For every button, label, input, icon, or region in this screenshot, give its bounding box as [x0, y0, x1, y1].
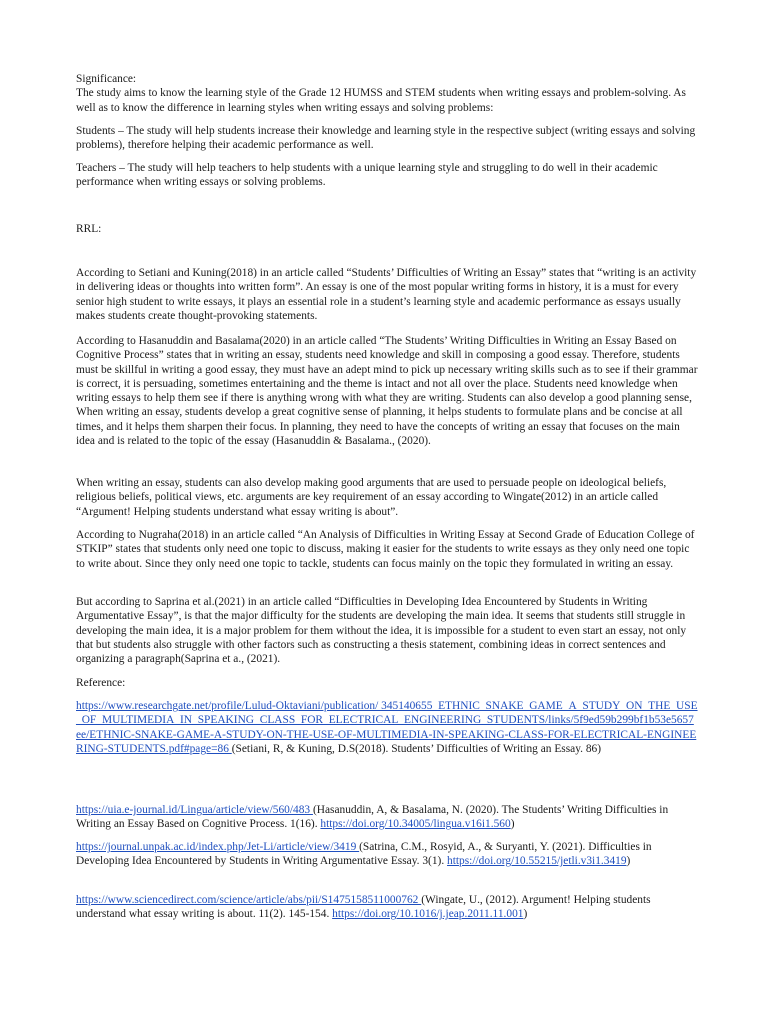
rrl-paragraph-4: [76, 528, 698, 571]
reference-doi-4[interactable]: https://doi.org/10.1016/j.jeap.2011.11.001: [332, 908, 524, 921]
reference-item-4: [76, 893, 698, 922]
reference-link-4[interactable]: https://www.sciencedirect.com/science/article/abs/pii/S1475158511000762: [76, 894, 422, 906]
reference-heading: Reference:: [76, 677, 126, 689]
teachers-text: Teachers – The study will help teachers to help students with a unique learning style and struggling to do well in their academic performance when writing essays or solving problems.: [76, 162, 658, 189]
significance-heading: Significance:: [76, 73, 137, 85]
rrl-heading-block: [76, 222, 698, 236]
rrl-paragraph-2: [76, 334, 698, 448]
reference-doi-2[interactable]: https://doi.org/10.34005/lingua.v16i1.560: [320, 818, 511, 831]
reference-citation-4: (Wingate, U., (2012). Argument! Helping students understand what essay writing is about. 11(2). 145-154.: [76, 894, 651, 921]
rrl-text-5: But according to Saprina et al.(2021) in an article called “Difficulties in Developing Idea Encountered by Students in Writing Argumentative Essay”, is that the major difficulty for the students are developing the main idea. It seems that students still struggle in developing the main idea, it is a major problem for them without the idea, it is impossible for a student to even start an essay, not only that but students also struggle with other factors such as constructing a thesis statement, combining ideas in correct sentences and organizing a paragraph(Saprina et a., (2021).: [76, 596, 687, 666]
rrl-text-2: According to Hasanuddin and Basalama(2020) in an article called “The Students’ Writing Difficulties in Writing an Essay Based on Cognitive Process” states that in writing an essay, students need knowledge and skill in composing a good essay. Therefore, students must be skillful in writing a good essay, they must have an adept mind to pick up necessary writing skills such as to see if their grammar is correct, it is persuading, sometimes entertaining and the theme is intact and not all over the place. Students need knowledge when writing essays to help them see if there is anything wrong with what they are writing. Students can also develop a good planning sense, When writing an essay, students develop a great cognitive sense of planning, it helps students to formulate plans and be concise at all times, and it helps them sharpen their focus. In planning, they need to have the concepts of writing an essay that focuses on the main idea and is related to the topic of the essay (Hasanuddin & Basalama., (2020).: [76, 335, 698, 448]
reference-item-2: [76, 803, 698, 832]
rrl-text-1: According to Setiani and Kuning(2018) in an article called “Students’ Difficulties of Writing an Essay” states that “writing is an activity in delivering ideas or thoughts into written form”. An essay is one of the most popular writing forms in history, it is a must for every senior high student to write essays, it plays an essential role in a student’s learning style and academic performance as essays usually makes students create thought-provoking statements.: [76, 267, 697, 322]
reference-citation-2: (Hasanuddin, A, & Basalama, N. (2020). The Students’ Writing Difficulties in Writing an Essay Based on Cognitive Process. 1(16).: [76, 804, 669, 831]
reference-citation-3: (Satrina, C.M., Rosyid, A., & Suryanti, Y. (2021). Difficulties in Developing Idea Encountered by Students in Writing Argumentative Essay. 3(1).: [76, 841, 652, 868]
students-text: Students – The study will help students increase their knowledge and learning style in the respective subject (writing essays and solving problems), therefore helping their academic performance as well.: [76, 125, 696, 152]
reference-citation-1: (Setiani, R, & Kuning, D.S(2018). Students’ Difficulties of Writing an Essay. 86): [231, 742, 602, 755]
reference-heading-block: [76, 676, 698, 690]
students-paragraph: [76, 124, 698, 153]
reference-item-1: [76, 699, 698, 756]
reference-link-1[interactable]: https://www.researchgate.net/profile/Lulud-Oktaviani/publication/ 345140655_ETHNIC_SNAKE_GAME_A_STUDY_ON_THE_USE_OF_MULTIMEDIA_IN_SPEAKING_CLASS_FOR_ELECTRICAL_ENGINEERING_STUDENTS/links/5f9ed59b299bf1b53e5657ee/ETHNIC-SNAKE-GAME-A-STUDY-ON-THE-USE-OF-MULTIMEDIA-IN-SPEAKING-CLASS-FOR-ELECTRICAL-ENGINEERING-STUDENTS.pdf#page=86: [76, 700, 698, 755]
reference-link-2[interactable]: https://uia.e-journal.id/Lingua/article/view/560/483: [76, 804, 313, 816]
reference-tail-2: ): [510, 818, 515, 831]
reference-tail-3: ): [626, 855, 631, 868]
rrl-paragraph-5: [76, 595, 698, 666]
rrl-heading: RRL:: [76, 223, 102, 235]
significance-intro: The study aims to know the learning style of the Grade 12 HUMSS and STEM students when writing essays and problem-solving. As well as to know the difference in learning styles when writing essays and solving problems:: [76, 87, 686, 114]
rrl-paragraph-1: [76, 266, 698, 323]
reference-tail-4: ): [523, 908, 528, 921]
reference-doi-3[interactable]: https://doi.org/10.55215/jetli.v3i1.3419: [447, 855, 627, 868]
significance-section: [76, 72, 698, 115]
teachers-paragraph: [76, 161, 698, 190]
reference-link-3[interactable]: https://journal.unpak.ac.id/index.php/Jet-Li/article/view/3419: [76, 841, 360, 853]
rrl-paragraph-3: [76, 476, 698, 519]
rrl-text-4: According to Nugraha(2018) in an article called “An Analysis of Difficulties in Writing Essay at Second Grade of Education College of STKIP” states that students only need one topic to discuss, making it easier for the students to write essays as they only need one topic to write about. Since they only need one topic to tackle, students can focus mainly on the topic they formulated in writing an essay.: [76, 529, 695, 570]
rrl-text-3: When writing an essay, students can also develop making good arguments that are used to persuade people on ideological beliefs, religious beliefs, political views, etc. arguments are key requirement of an essay according to Wingate(2012) in an article called “Argument! Helping students understand what essay writing is about”.: [76, 477, 667, 518]
reference-item-3: [76, 840, 698, 869]
